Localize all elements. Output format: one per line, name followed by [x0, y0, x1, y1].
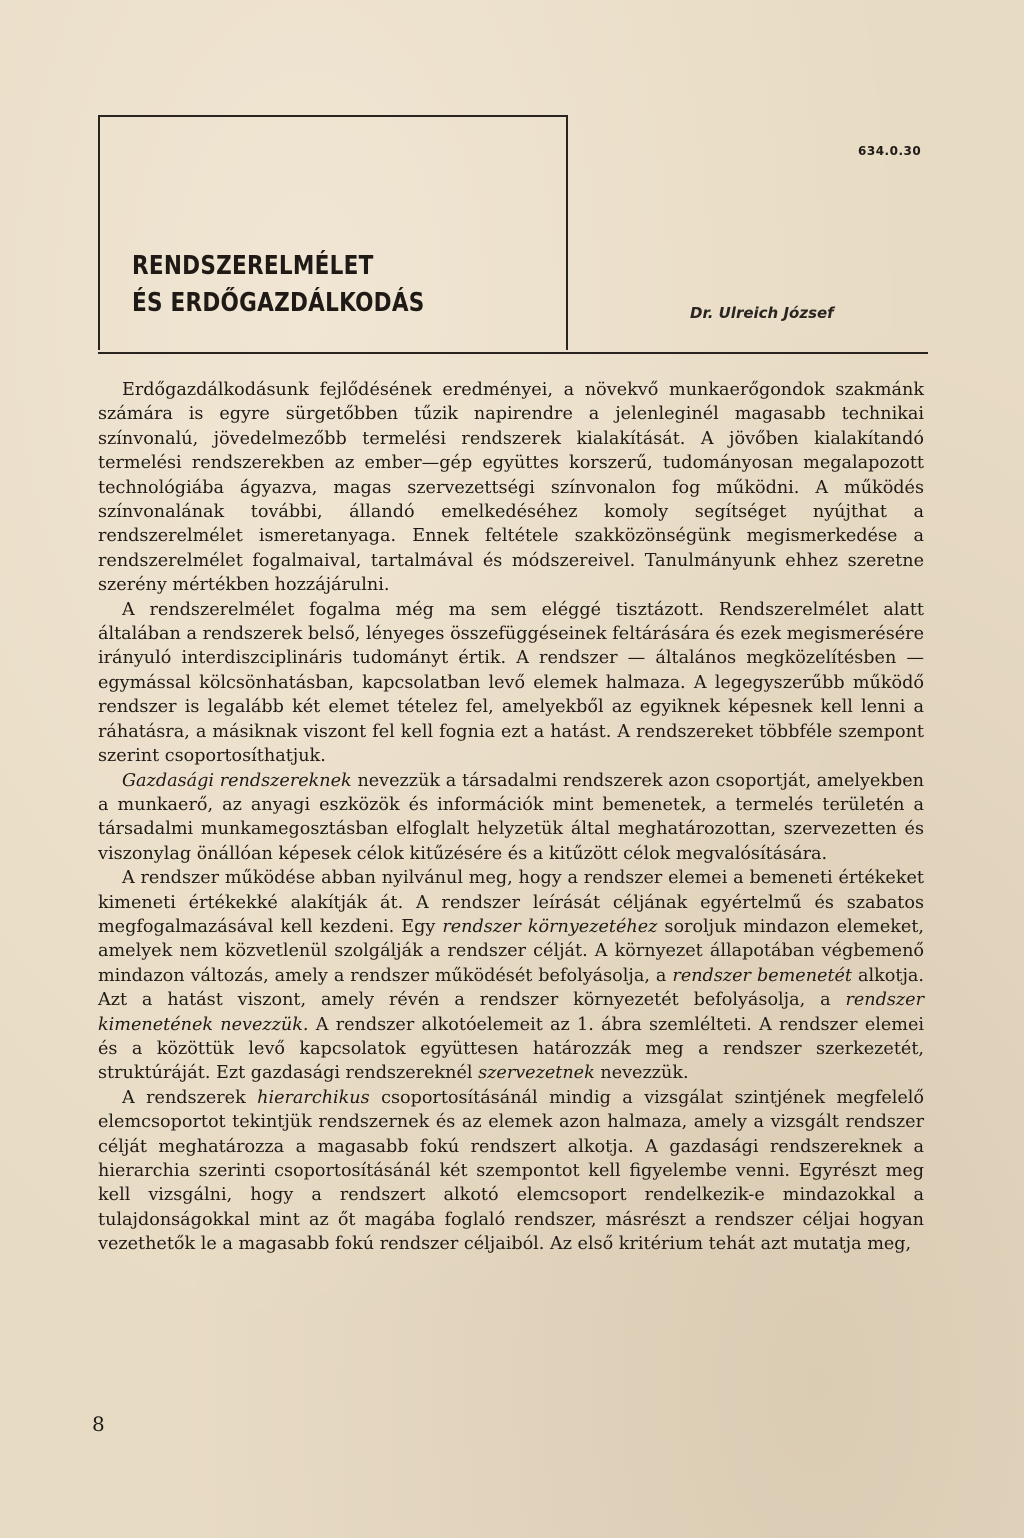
text-run: nevezzük. [594, 1063, 689, 1084]
text-run: A rendszer működése abban nyilvánul meg, hogy a rendszer elemei a bemeneti értékeket kimeneti értékekké alakítják át. A rendszer leírását céljának egyértelmű és szabatos megfogalmazásával kell kezdeni. Egy [98, 868, 924, 937]
body-paragraph [98, 1086, 924, 1257]
article-title-line-1: RENDSZERELMÉLET [132, 251, 374, 281]
body-paragraph [98, 769, 924, 867]
italic-term: rendszer bemenetét [672, 965, 853, 986]
italic-term: rendszer környezetéhez [442, 916, 658, 937]
body-paragraph [98, 378, 924, 598]
text-run: nevezzük a társadalmi rendszerek azon csoportját, amelyekben a munkaerő, az anyagi eszközök és információk mint bemenetek, a termelés területén a társadalmi munkamegosztásban elfoglalt helyzetük által meghatározottan, szervezetten és viszonylag önállóan képesek célok kitűzésére és a kitűzött célok megvalósítására. [98, 770, 924, 864]
classification-code: 634.0.30 [858, 144, 922, 158]
body-paragraph [98, 866, 924, 1086]
article-title-line-2: ÉS ERDŐGAZDÁLKODÁS [132, 288, 425, 318]
text-run: csoportosításánál mindig a vizsgálat szintjének megfelelő elemcsoportot tekintjük rendszernek és az elemek azon halmaza, amely a vizsgált rendszer célját meghatározza a magasabb fokú rendszert alkotja. A gazdasági rendszereknek a hierarchia szerinti csoportosításánál két szempontot kell figyelembe venni. Egyrészt meg kell vizsgálni, hogy a rendszert alkotó elemcsoport rendelkezik-e mindazokkal a tulajdonságokkal mint az őt magába foglaló rendszer, másrészt a rendszer céljai hogyan vezethetők le a magasabb fokú rendszer céljaiból. Az első kritérium tehát azt mutatja meg, [98, 1087, 924, 1255]
author-name: Dr. Ulreich József [690, 304, 834, 322]
text-run: soroljuk mindazon elemeket, amelyek nem közvetlenül szolgálják a rendszer célját. A környezet állapotában végbemenő mindazon változás, amely a rendszer működését befolyásolja, a [98, 916, 925, 986]
italic-term: rendszer kimenetének nevezzük. [98, 990, 924, 1035]
article-title [132, 248, 425, 322]
text-run: A rendszerelmélet fogalma még ma sem eléggé tisztázott. Rendszerelmélet alatt általában a rendszerek belső, lényeges összefüggéseinek feltárására és ezek megismerésére irányuló interdiszciplináris tudományt értik. A rendszer — általános megközelítésben — egymással kölcsönhatásban, kapcsolatban levő elemek halmaza. A legegyszerűbb működő rendszer is legalább két elemet tételez fel, amelyekből az egyiknek képesnek kell lenni a ráhatásra, a másiknak viszont fel kell fognia ezt a hatást. A rendszereket többféle szempont szerint csoportosíthatjuk. [98, 599, 924, 767]
italic-term: Gazdasági rendszereknek [122, 770, 352, 791]
text-run: A rendszerek [122, 1087, 258, 1108]
text-run: Erdőgazdálkodásunk fejlődésének eredményei, a növekvő munkaerőgondok szakmánk számára is egyre sürgetőbben tűzik napirendre a jelenleginél magasabb technikai színvonalú, jövedelmezőbb termelési rendszerek kialakítását. A jövőben kialakítandó termelési rendszerekben az ember—gép együttes korszerű, tudományosan megalapozott technológiába ágyazva, magas szervezettségi színvonalon fog működni. A működés színvonalának további, állandó emelkedéséhez komoly segítséget nyújthat a rendszerelmélet ismeretanyaga. Ennek feltétele szakközönségünk megismerkedése a rendszerelmélet fogalmaival, tartalmával és módszereivel. Tanulmányunk ehhez szeretne szerény mértékben hozzájárulni. [98, 380, 924, 596]
article-body [98, 378, 924, 1257]
page-number: 8 [92, 1412, 105, 1436]
text-run: alkotja. Azt a hatást viszont, amely révén a rendszer környezetét befolyásolja, a [98, 965, 924, 1011]
header-rule [98, 352, 928, 354]
body-paragraph [98, 598, 924, 769]
text-run: A rendszer alkotóelemeit az 1. ábra szemlélteti. A rendszer elemei és a közöttük levő kapcsolatok együttesen határozzák meg a rendszer szerkezetét, struktúráját. Ezt gazdasági rendszereknél [98, 1014, 925, 1084]
italic-term: szervezetnek [478, 1063, 595, 1084]
italic-term: hierarchikus [257, 1087, 370, 1108]
